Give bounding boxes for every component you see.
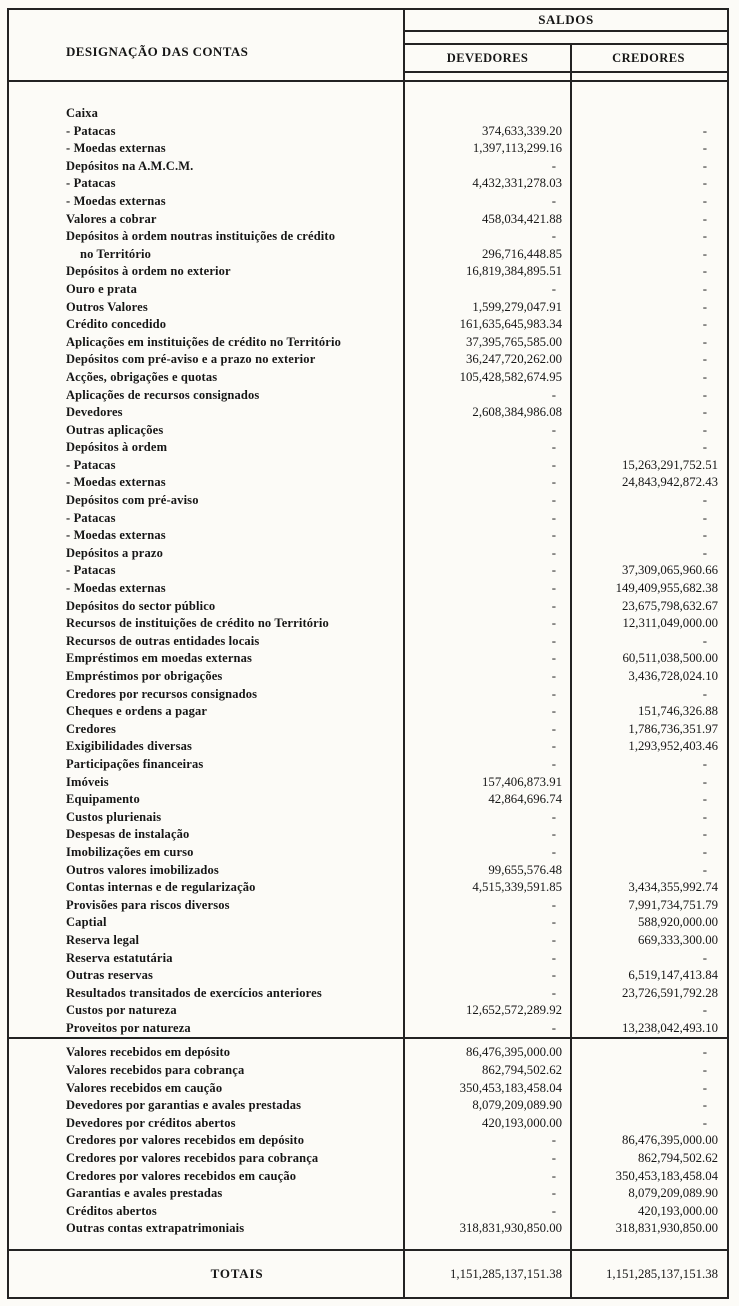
credores-value: 60,511,038,500.00 — [622, 651, 718, 666]
devedores-value: 16,819,384,895.51 — [466, 264, 562, 279]
devedores-value: 36,247,720,262.00 — [466, 352, 562, 367]
account-label: - Moedas externas — [66, 475, 166, 490]
table-row — [9, 105, 727, 123]
credores-value: - — [702, 493, 707, 508]
credores-value: - — [702, 1098, 707, 1113]
credores-value: 588,920,000.00 — [638, 915, 718, 930]
devedores-value: - — [551, 598, 556, 613]
account-label: Custos plurienais — [66, 809, 162, 824]
devedores-value: - — [551, 563, 556, 578]
devedores-value: - — [551, 1133, 556, 1148]
table-row — [9, 1062, 727, 1080]
table-row — [9, 404, 727, 422]
account-label: Depósitos com pré-aviso e a prazo no exterior — [66, 352, 316, 367]
account-label: Empréstimos em moedas externas — [66, 651, 253, 666]
credores-value: - — [702, 809, 707, 824]
devedores-value: 42,864,696.74 — [488, 792, 562, 807]
account-label: Credores por valores recebidos em caução — [66, 1168, 297, 1183]
credores-value: 8,079,209,089.90 — [628, 1186, 718, 1201]
credores-value — [570, 105, 727, 123]
devedores-value: 4,515,339,591.85 — [472, 880, 562, 895]
devedores-value: - — [551, 528, 556, 543]
account-label: Outros valores imobilizados — [66, 862, 219, 877]
account-label: - Patacas — [66, 510, 116, 525]
credores-value: - — [702, 141, 707, 156]
table-row — [9, 1168, 727, 1186]
devedores-value: 8,079,209,089.90 — [472, 1098, 562, 1113]
devedores-value: - — [551, 651, 556, 666]
account-label: Depósitos à ordem noutras instituições de crédito — [66, 229, 336, 244]
devedores-value: - — [551, 686, 556, 701]
credores-value: - — [702, 1003, 707, 1018]
credores-value: - — [702, 123, 707, 138]
table-row — [9, 580, 727, 598]
credores-value: - — [702, 1045, 707, 1060]
devedores-value: 296,716,448.85 — [482, 246, 562, 261]
table-row — [9, 738, 727, 756]
devedores-value: 12,652,572,289.92 — [466, 1003, 562, 1018]
table-row — [9, 422, 727, 440]
credores-value: - — [702, 193, 707, 208]
account-label: - Moedas externas — [66, 193, 166, 208]
credores-value: 6,519,147,413.84 — [628, 968, 718, 983]
table-row — [9, 1020, 727, 1038]
table-row — [9, 650, 727, 668]
devedores-value: - — [551, 422, 556, 437]
credores-value: - — [702, 352, 707, 367]
devedores-value: 350,453,183,458.04 — [459, 1080, 562, 1095]
credores-value: 149,409,955,682.38 — [615, 581, 718, 596]
account-label: Garantias e avales prestadas — [66, 1186, 223, 1201]
account-label: Despesas de instalação — [66, 827, 190, 842]
credores-value: 669,333,300.00 — [638, 932, 718, 947]
table-row — [9, 263, 727, 281]
account-label: Aplicações de recursos consignados — [66, 387, 260, 402]
account-label: - Patacas — [66, 457, 116, 472]
table-row — [9, 633, 727, 651]
devedores-value: 318,831,930,850.00 — [459, 1221, 562, 1236]
credores-value: 37,309,065,960.66 — [622, 563, 718, 578]
devedores-value: - — [551, 950, 556, 965]
account-label: Custos por natureza — [66, 1003, 177, 1018]
table-row — [9, 1220, 727, 1238]
table-row — [9, 1132, 727, 1150]
table-row — [9, 598, 727, 616]
credores-value: - — [702, 633, 707, 648]
account-label: Outras reservas — [66, 968, 154, 983]
table-row — [9, 967, 727, 985]
credores-value: 318,831,930,850.00 — [615, 1221, 718, 1236]
credores-value: 15,263,291,752.51 — [622, 457, 718, 472]
table-row — [9, 158, 727, 176]
account-label: Créditos abertos — [66, 1203, 157, 1218]
account-label: Devedores por créditos abertos — [66, 1115, 236, 1130]
devedores-value: - — [551, 721, 556, 736]
credores-value: - — [702, 528, 707, 543]
account-label: Devedores — [66, 405, 123, 420]
devedores-value: - — [551, 193, 556, 208]
devedores-value: - — [551, 387, 556, 402]
account-label: Credores por valores recebidos para cobrança — [66, 1151, 319, 1166]
devedores-value: - — [551, 457, 556, 472]
devedores-value: - — [551, 475, 556, 490]
account-label: Credores por valores recebidos em depósito — [66, 1133, 305, 1148]
devedores-value: 86,476,395,000.00 — [466, 1045, 562, 1060]
credores-value: - — [702, 1080, 707, 1095]
account-label: Valores recebidos para cobrança — [66, 1063, 245, 1078]
table-row — [9, 562, 727, 580]
credores-value: 13,238,042,493.10 — [622, 1020, 718, 1035]
credores-value: 1,786,736,351.97 — [628, 721, 718, 736]
account-label: Outros Valores — [66, 299, 148, 314]
credores-value: - — [702, 510, 707, 525]
credores-value: - — [702, 281, 707, 296]
table-row — [9, 1185, 727, 1203]
table-row — [9, 527, 727, 545]
section-balance-rows — [9, 82, 727, 1039]
devedores-value: - — [551, 510, 556, 525]
credores-value: - — [702, 774, 707, 789]
account-label: no Território — [80, 246, 152, 261]
account-label: Acções, obrigações e quotas — [66, 369, 218, 384]
credores-value: - — [702, 264, 707, 279]
balance-sheet-table — [7, 8, 729, 1299]
table-row — [9, 985, 727, 1003]
credores-value: - — [702, 317, 707, 332]
column-header-designacao: DESIGNAÇÃO DAS CONTAS — [66, 44, 249, 59]
account-label: Equipamento — [66, 792, 140, 807]
account-label: Cheques e ordens a pagar — [66, 704, 208, 719]
section-extrapatrimonial-rows — [9, 1039, 727, 1251]
account-label: Depósitos a prazo — [66, 545, 163, 560]
table-row — [9, 299, 727, 317]
account-label: Reserva estatutária — [66, 950, 173, 965]
totals-row — [9, 1251, 727, 1297]
credores-value: - — [702, 862, 707, 877]
credores-value: - — [702, 756, 707, 771]
account-label: Valores a cobrar — [66, 211, 157, 226]
account-label: Captial — [66, 915, 107, 930]
account-label: Depósitos do sector público — [66, 598, 216, 613]
account-label: Depósitos à ordem no exterior — [66, 264, 231, 279]
credores-value: - — [702, 405, 707, 420]
column-header-devedores: DEVEDORES — [446, 51, 529, 65]
table-row — [9, 175, 727, 193]
credores-value: - — [702, 334, 707, 349]
account-label: Outras aplicações — [66, 422, 164, 437]
table-row — [9, 932, 727, 950]
credores-value: - — [702, 1063, 707, 1078]
credores-value: 3,436,728,024.10 — [628, 669, 718, 683]
column-divider-devedores-credores — [570, 43, 572, 1297]
credores-value: - — [702, 229, 707, 244]
devedores-value: - — [551, 581, 556, 596]
credores-value: - — [702, 545, 707, 560]
table-row — [9, 1044, 727, 1062]
account-label: Valores recebidos em caução — [66, 1080, 223, 1095]
credores-value: - — [702, 792, 707, 807]
credores-value: - — [702, 299, 707, 314]
account-label: Outras contas extrapatrimoniais — [66, 1221, 245, 1236]
table-row — [9, 1150, 727, 1168]
credores-value: 862,794,502.62 — [638, 1151, 718, 1166]
table-row — [9, 791, 727, 809]
credores-value: 12,311,049,000.00 — [622, 616, 718, 631]
totals-credores-value: 1,151,285,137,151.38 — [606, 1266, 718, 1281]
table-row — [9, 492, 727, 510]
account-label: Recursos de outras entidades locais — [66, 633, 260, 648]
table-row — [9, 1080, 727, 1098]
credores-value: 23,726,591,792.28 — [622, 985, 718, 1000]
table-row — [9, 774, 727, 792]
table-row — [9, 862, 727, 880]
table-row — [9, 897, 727, 915]
account-label: Proveitos por natureza — [66, 1020, 191, 1035]
table-row — [9, 879, 727, 897]
column-header-saldos: SALDOS — [405, 10, 727, 32]
account-label: - Moedas externas — [66, 581, 166, 596]
devedores-value: 862,794,502.62 — [482, 1063, 562, 1078]
devedores-value: - — [551, 985, 556, 1000]
account-label: Contas internas e de regularização — [66, 880, 256, 895]
column-divider-designation — [403, 10, 405, 1297]
account-label: Imóveis — [66, 774, 109, 789]
account-label: Empréstimos por obrigações — [66, 669, 223, 683]
table-row — [9, 387, 727, 405]
account-label: - Moedas externas — [66, 528, 166, 543]
account-label: Crédito concedido — [66, 317, 167, 332]
account-label: Devedores por garantias e avales prestadas — [66, 1098, 302, 1113]
devedores-value — [405, 105, 570, 123]
table-row — [9, 703, 727, 721]
table-row — [9, 1097, 727, 1115]
devedores-value: - — [551, 493, 556, 508]
table-row — [9, 914, 727, 932]
devedores-value: - — [551, 739, 556, 754]
account-label: Provisões para riscos diversos — [66, 897, 230, 912]
credores-value: 350,453,183,458.04 — [615, 1168, 718, 1183]
credores-value: 86,476,395,000.00 — [622, 1133, 718, 1148]
credores-value: - — [702, 176, 707, 191]
devedores-value: - — [551, 1186, 556, 1201]
devedores-value: - — [551, 633, 556, 648]
devedores-value: - — [551, 897, 556, 912]
table-row — [9, 123, 727, 141]
table-row — [9, 281, 727, 299]
credores-value: - — [702, 440, 707, 455]
account-label: Valores recebidos em depósito — [66, 1045, 231, 1060]
credores-value: 420,193,000.00 — [638, 1203, 718, 1218]
table-row — [9, 721, 727, 739]
header-spacer — [405, 73, 727, 80]
devedores-value: 458,034,421.88 — [482, 211, 562, 226]
table-row — [9, 1203, 727, 1221]
totals-devedores-value: 1,151,285,137,151.38 — [450, 1266, 562, 1281]
table-row — [9, 510, 727, 528]
account-label: - Patacas — [66, 176, 116, 191]
table-row — [9, 228, 727, 246]
devedores-value: - — [551, 756, 556, 771]
account-label: Participações financeiras — [66, 756, 204, 771]
credores-value: - — [702, 844, 707, 859]
devedores-value: - — [551, 1020, 556, 1035]
devedores-value: - — [551, 281, 556, 296]
account-label: Reserva legal — [66, 932, 140, 947]
account-label: Recursos de instituições de crédito no Território — [66, 616, 329, 631]
table-row — [9, 545, 727, 563]
header-subcolumns — [405, 45, 727, 73]
devedores-value: - — [551, 915, 556, 930]
devedores-value: 4,432,331,278.03 — [472, 176, 562, 191]
account-label: Credores por recursos consignados — [66, 686, 258, 701]
devedores-value: - — [551, 844, 556, 859]
credores-value: 151,746,326.88 — [638, 704, 718, 719]
credores-value: - — [702, 1115, 707, 1130]
credores-value: - — [702, 369, 707, 384]
table-row — [9, 439, 727, 457]
table-row — [9, 950, 727, 968]
table-row — [9, 756, 727, 774]
credores-value: - — [702, 158, 707, 173]
devedores-value: - — [551, 932, 556, 947]
credores-value: 24,843,942,872.43 — [622, 475, 718, 490]
account-label: Exigibilidades diversas — [66, 739, 193, 754]
table-row — [9, 457, 727, 475]
header-cell-saldos-group — [405, 10, 727, 80]
account-label: Credores — [66, 721, 117, 736]
credores-value: - — [702, 387, 707, 402]
account-label: - Patacas — [66, 123, 116, 138]
table-row — [9, 809, 727, 827]
table-row — [9, 140, 727, 158]
credores-value: - — [702, 422, 707, 437]
account-label: Imobilizações em curso — [66, 844, 194, 859]
devedores-value: - — [551, 440, 556, 455]
devedores-value: - — [551, 827, 556, 842]
devedores-value: 1,397,113,299.16 — [472, 141, 562, 156]
credores-value: - — [702, 950, 707, 965]
table-header — [9, 10, 727, 82]
credores-value: - — [702, 211, 707, 226]
devedores-value: 105,428,582,674.95 — [459, 369, 562, 384]
devedores-value: 374,633,339.20 — [482, 123, 562, 138]
devedores-value: 420,193,000.00 — [482, 1115, 562, 1130]
devedores-value: - — [551, 1203, 556, 1218]
table-row — [9, 668, 727, 686]
table-row — [9, 211, 727, 229]
devedores-value: 157,406,873.91 — [482, 774, 562, 789]
credores-value: 7,991,734,751.79 — [628, 897, 718, 912]
devedores-value: - — [551, 968, 556, 983]
credores-value: 23,675,798,632.67 — [622, 598, 718, 613]
account-label: Depósitos na A.M.C.M. — [66, 158, 194, 173]
devedores-value: - — [551, 1168, 556, 1183]
totals-label: TOTAIS — [210, 1266, 264, 1281]
table-row — [9, 246, 727, 264]
credores-value: 3,434,355,992.74 — [628, 880, 718, 895]
devedores-value: - — [551, 1151, 556, 1166]
column-header-credores: CREDORES — [612, 51, 685, 65]
table-row — [9, 826, 727, 844]
devedores-value: 1,599,279,047.91 — [472, 299, 562, 314]
table-row — [9, 615, 727, 633]
table-row — [9, 334, 727, 352]
credores-value: - — [702, 246, 707, 261]
devedores-value: 37,395,765,585.00 — [466, 334, 562, 349]
table-row — [9, 686, 727, 704]
devedores-value: - — [551, 704, 556, 719]
credores-value: - — [702, 827, 707, 842]
account-label: Ouro e prata — [66, 281, 138, 296]
account-label: Resultados transitados de exercícios anteriores — [66, 985, 322, 1000]
account-label: Aplicações em instituições de crédito no Território — [66, 334, 341, 349]
table-row — [9, 474, 727, 492]
devedores-value: - — [551, 616, 556, 631]
devedores-value: - — [551, 809, 556, 824]
table-row — [9, 844, 727, 862]
devedores-value: - — [551, 545, 556, 560]
table-row — [9, 316, 727, 334]
table-row — [9, 369, 727, 387]
table-row — [9, 1002, 727, 1020]
devedores-value: 161,635,645,983.34 — [459, 317, 562, 332]
table-row — [9, 351, 727, 369]
account-label: Depósitos à ordem — [66, 440, 168, 455]
account-label: - Moedas externas — [66, 141, 166, 156]
header-spacer — [405, 32, 727, 45]
table-row — [9, 1115, 727, 1133]
table-row — [9, 193, 727, 211]
credores-value: - — [702, 686, 707, 701]
credores-value: 1,293,952,403.46 — [628, 739, 718, 754]
account-label: Caixa — [66, 106, 98, 120]
devedores-value: - — [551, 229, 556, 244]
devedores-value: - — [551, 669, 556, 683]
account-label: Depósitos com pré-aviso — [66, 493, 199, 508]
account-label: - Patacas — [66, 563, 116, 578]
devedores-value: 99,655,576.48 — [488, 862, 562, 877]
devedores-value: - — [551, 158, 556, 173]
devedores-value: 2,608,384,986.08 — [472, 405, 562, 420]
header-cell-designation — [9, 10, 405, 80]
